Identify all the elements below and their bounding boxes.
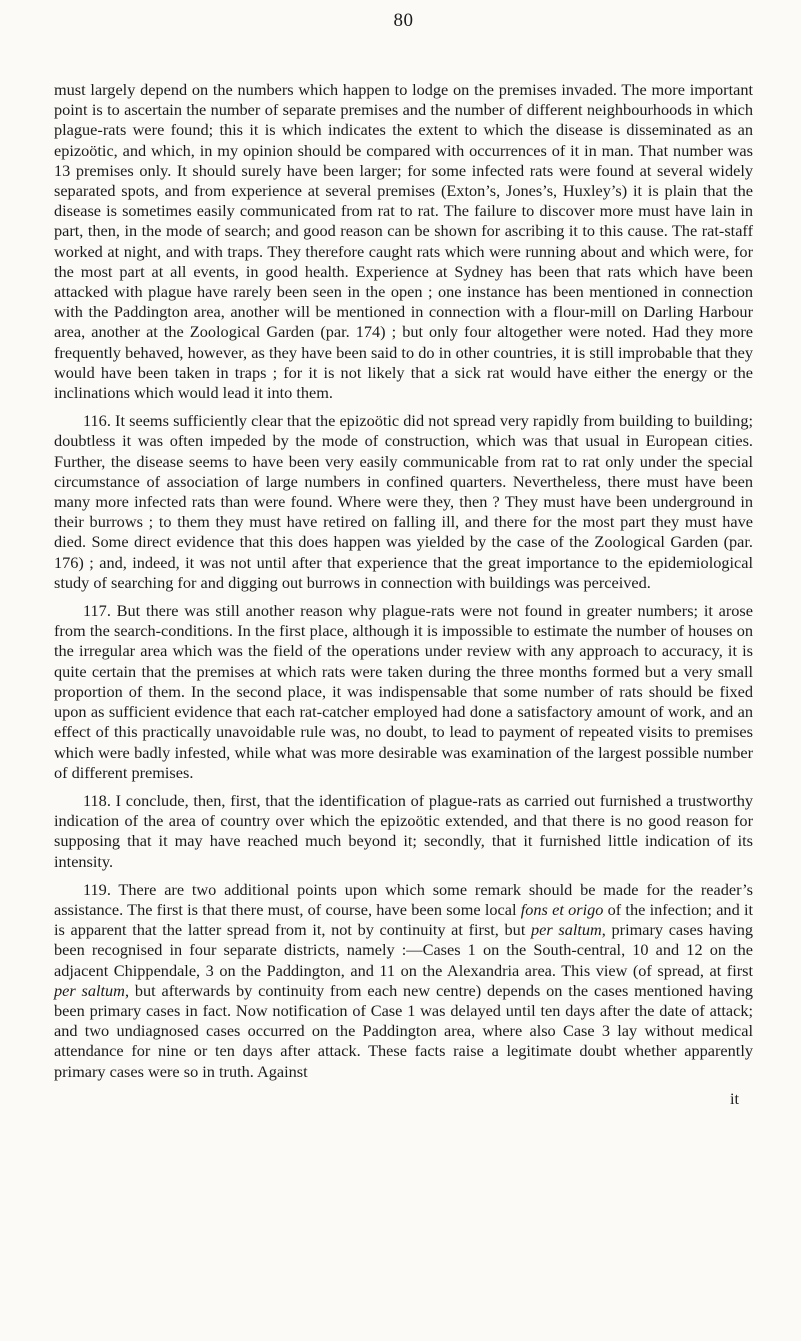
paragraph-text: must largely depend on the numbers which happen to lodge on the premises invaded. The more important point is to ascertain the number of separate premises and the number of different neighbourhoods in which plague-rats were found; this it is which indicates the extent to which the disease is disseminated as an epizoötic, and which, in my opinion should be compared with occurrences of it in man. That number was 13 premises only. It should surely have been larger; for some infected rats were found at several widely separated spots, and from experience at several premises (Exton’s, Jones’s, Huxley’s) it is plain that the disease is sometimes easily communicated from rat to rat. The failure to discover more must have lain in part, then, in the mode of search; and good reason can be shown for ascribing it to this cause. The rat-staff worked at night, and with traps. They therefore caught rats which were running about and which were, for the most part at all events, in good health. Experience at Sydney has been that rats which have been attacked with plague have rarely been seen in the open ; one instance has been mentioned in connection with the Paddington area, another will be mentioned in connection with a flour-mill on Darling Harbour area, another at the Zoological Garden (par. 174) ; but only four altogether were noted. Had they more frequently behaved, however, as they have been said to do in other countries, it is still improbable that they would have been taken in traps ; for it is not likely that a sick rat would have either the energy or the inclinations which would lead it into them. xyxy=(54,80,753,403)
paragraph-text: I conclude, then, first, that the identification of plague-rats as carried out furnished a trustworthy indication of the area of country over which the epizoötic extended, and that there is no good reason for supposing that it may have reached much beyond it; secondly, that it furnished little indication of its intensity. xyxy=(54,790,753,871)
paragraph-119 xyxy=(54,880,753,1082)
paragraph-continued xyxy=(54,80,753,403)
paragraph-text: , but afterwards by continuity from each new centre) depends on the cases mentioned having been primary cases in fact. Now notification of Case 1 was delayed until ten days after the date of attack; and two undiagnosed cases occurred on the Paddington area, where also Case 3 lay without medical attendance for nine or ten days after attack. These facts raise a legitimate doubt whether apparently primary cases were so in truth. Against xyxy=(54,980,753,1081)
paragraph-text: , primary cases having been recognised in four separate districts, namely :—Cases 1 on the South-central, 10 and 12 on the adjacent Chippendale, 3 on the Paddington, and 11 on the Alexandria area. This view (of spread, at first xyxy=(54,920,754,980)
italic-phrase: per saltum xyxy=(531,920,602,940)
paragraph-text: But there was still another reason why plague-rats were not found in greater numbers; it arose from the search-conditions. In the first place, although it is impossible to estimate the number of houses on the irregular area which was the field of the operations under review with any approach to accuracy, it is quite certain that the premises at which rats were taken during the three months formed but a very small proportion of them. In the second place, it was indispensable that some number of rats should be fixed upon as sufficient evidence that each rat-catcher employed had done a satisfactory amount of work, and an effect of this practically unavoidable rule was, no doubt, to lead to payment of repeated visits to premises which were badly infested, while what was more desirable was examination of the largest possible number of different premises. xyxy=(54,601,753,782)
paragraph-text: There are two additional points upon which some remark should be made for the reader’s assistance. The first is that there must, of course, have been some local xyxy=(54,879,753,919)
paragraph-118 xyxy=(54,791,753,872)
italic-phrase: per saltum xyxy=(54,980,125,1000)
italic-phrase: fons et origo xyxy=(520,899,604,919)
page-number: 80 xyxy=(393,10,414,31)
paragraph-117 xyxy=(54,601,753,783)
paragraph-text: of the infection; and it is apparent that the latter spread from it, not by continuity at first, but xyxy=(54,899,753,940)
catchword: it xyxy=(729,1088,739,1108)
paragraph-number: 116. xyxy=(83,411,116,431)
paragraph-number: 119. xyxy=(83,879,119,899)
paragraph-number: 118. xyxy=(83,790,116,810)
paragraph-116 xyxy=(54,411,753,593)
paragraph-text: It seems sufficiently clear that the epizoötic did not spread very rapidly from building to building; doubtless it was often impeded by the mode of construction, which was that usual in European cities. Further, the disease seems to have been very easily communicable from rat to rat only under the special circumstance of association of large numbers in confined quarters. Nevertheless, there must have been many more infected rats than were found. Where were they, then ? They must have been underground in their burrows ; to them they must have retired on falling ill, and there for the most part they must have died. Some direct evidence that this does happen was yielded by the case of the Zoological Garden (par. 176) ; and, indeed, it was not until after that experience that the great importance to the epidemiological study of searching for and digging out burrows in connection with buildings was perceived. xyxy=(54,411,753,592)
paragraph-number: 117. xyxy=(83,601,117,621)
